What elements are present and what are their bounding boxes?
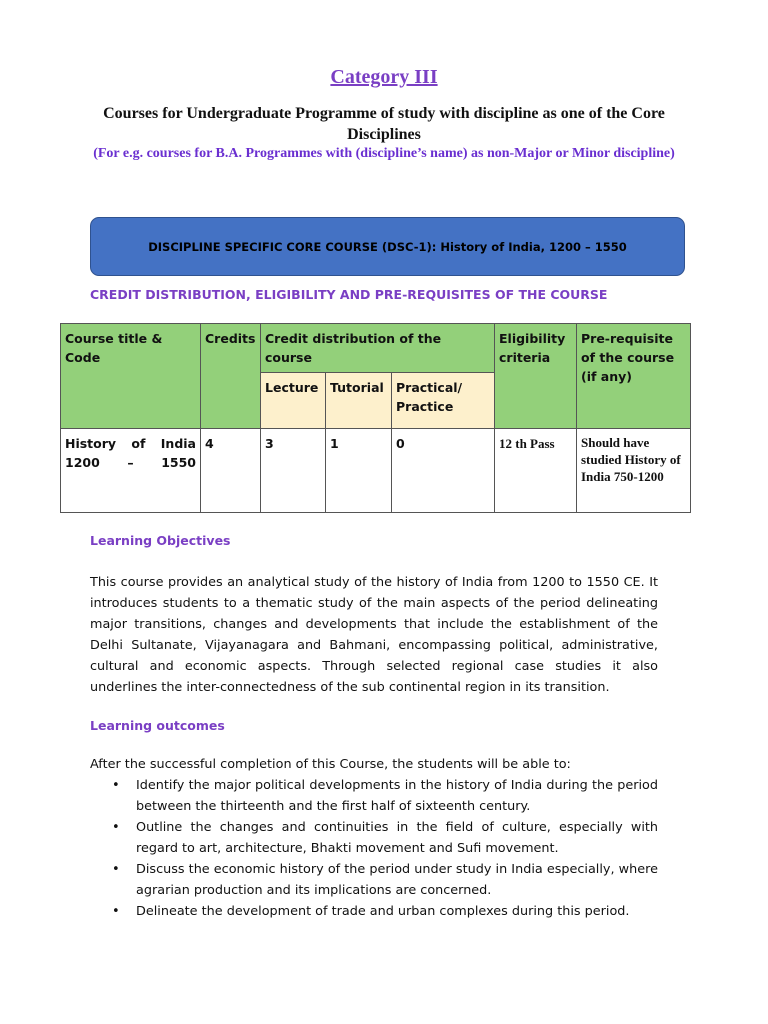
dsc-banner <box>90 217 685 276</box>
page-subheading: (For e.g. courses for B.A. Programmes with (discipline’s name) as non-Major or Minor discipline) <box>93 146 675 161</box>
cell-credits: 4 <box>201 429 261 513</box>
dsc-banner-text: DISCIPLINE SPECIFIC CORE COURSE (DSC-1): History of India, 1200 – 1550 <box>148 239 627 254</box>
cell-practical: 0 <box>392 429 495 513</box>
header-credit-distribution: Credit distribution of the course <box>261 324 495 373</box>
outcome-text: Identify the major political developments in the history of India during the period between the thirteenth and the first half of sixteenth century. <box>136 778 658 814</box>
bullet-icon: • <box>112 862 120 877</box>
category-title: Category III <box>330 66 438 88</box>
header-practical: Practical/ Practice <box>392 373 495 429</box>
cell-eligibility: 12 th Pass <box>495 429 577 513</box>
outcome-text: Delineate the development of trade and urban complexes during this period. <box>136 904 630 919</box>
learning-objectives-heading: Learning Objectives <box>90 533 231 548</box>
header-eligibility: Eligibility criteria <box>495 324 577 429</box>
bullet-icon: • <box>112 904 120 919</box>
learning-objectives-text: This course provides an analytical study of the history of India from 1200 to 1550 CE. It introduces students to a thematic study of the main aspects of the period delineating major transitions, changes and developments that include the establishment of the Delhi Sultanate, Vijayanagara and Bahmani, encompassing political, administrative, cultural and economic aspects. Through selected regional case studies it also underlines the inter-connectedness of the sub continental region in its transition. <box>90 575 658 695</box>
page-heading: Courses for Undergraduate Programme of study with discipline as one of the Core Disciplines <box>103 105 665 143</box>
list-item <box>90 859 658 901</box>
bullet-icon: • <box>112 778 120 793</box>
cell-prerequisite: Should have studied History of India 750-1200 <box>577 429 691 513</box>
header-tutorial: Tutorial <box>326 373 392 429</box>
list-item <box>90 901 658 922</box>
learning-outcomes-intro: After the successful completion of this Course, the students will be able to: <box>90 757 571 772</box>
bullet-icon: • <box>112 820 120 835</box>
credit-section-title: CREDIT DISTRIBUTION, ELIGIBILITY AND PRE-REQUISITES OF THE COURSE <box>90 287 608 302</box>
cell-lecture: 3 <box>261 429 326 513</box>
cell-tutorial: 1 <box>326 429 392 513</box>
list-item <box>90 817 658 859</box>
outcome-text: Outline the changes and continuities in the field of culture, especially with regard to art, architecture, Bhakti movement and Sufi movement. <box>136 820 658 856</box>
header-credits: Credits <box>201 324 261 429</box>
header-course-title: Course title & Code <box>61 324 201 429</box>
learning-outcomes-heading: Learning outcomes <box>90 718 225 733</box>
learning-outcomes-list <box>90 775 658 922</box>
cell-course-title: History of India 1200 – 1550 <box>61 429 201 513</box>
course-table <box>60 323 691 513</box>
table-header-row <box>61 324 691 373</box>
list-item <box>90 775 658 817</box>
table-row <box>61 429 691 513</box>
outcome-text: Discuss the economic history of the period under study in India especially, where agrarian production and its implications are concerned. <box>136 862 658 898</box>
header-lecture: Lecture <box>261 373 326 429</box>
header-prerequisite: Pre-requisite of the course (if any) <box>577 324 691 429</box>
